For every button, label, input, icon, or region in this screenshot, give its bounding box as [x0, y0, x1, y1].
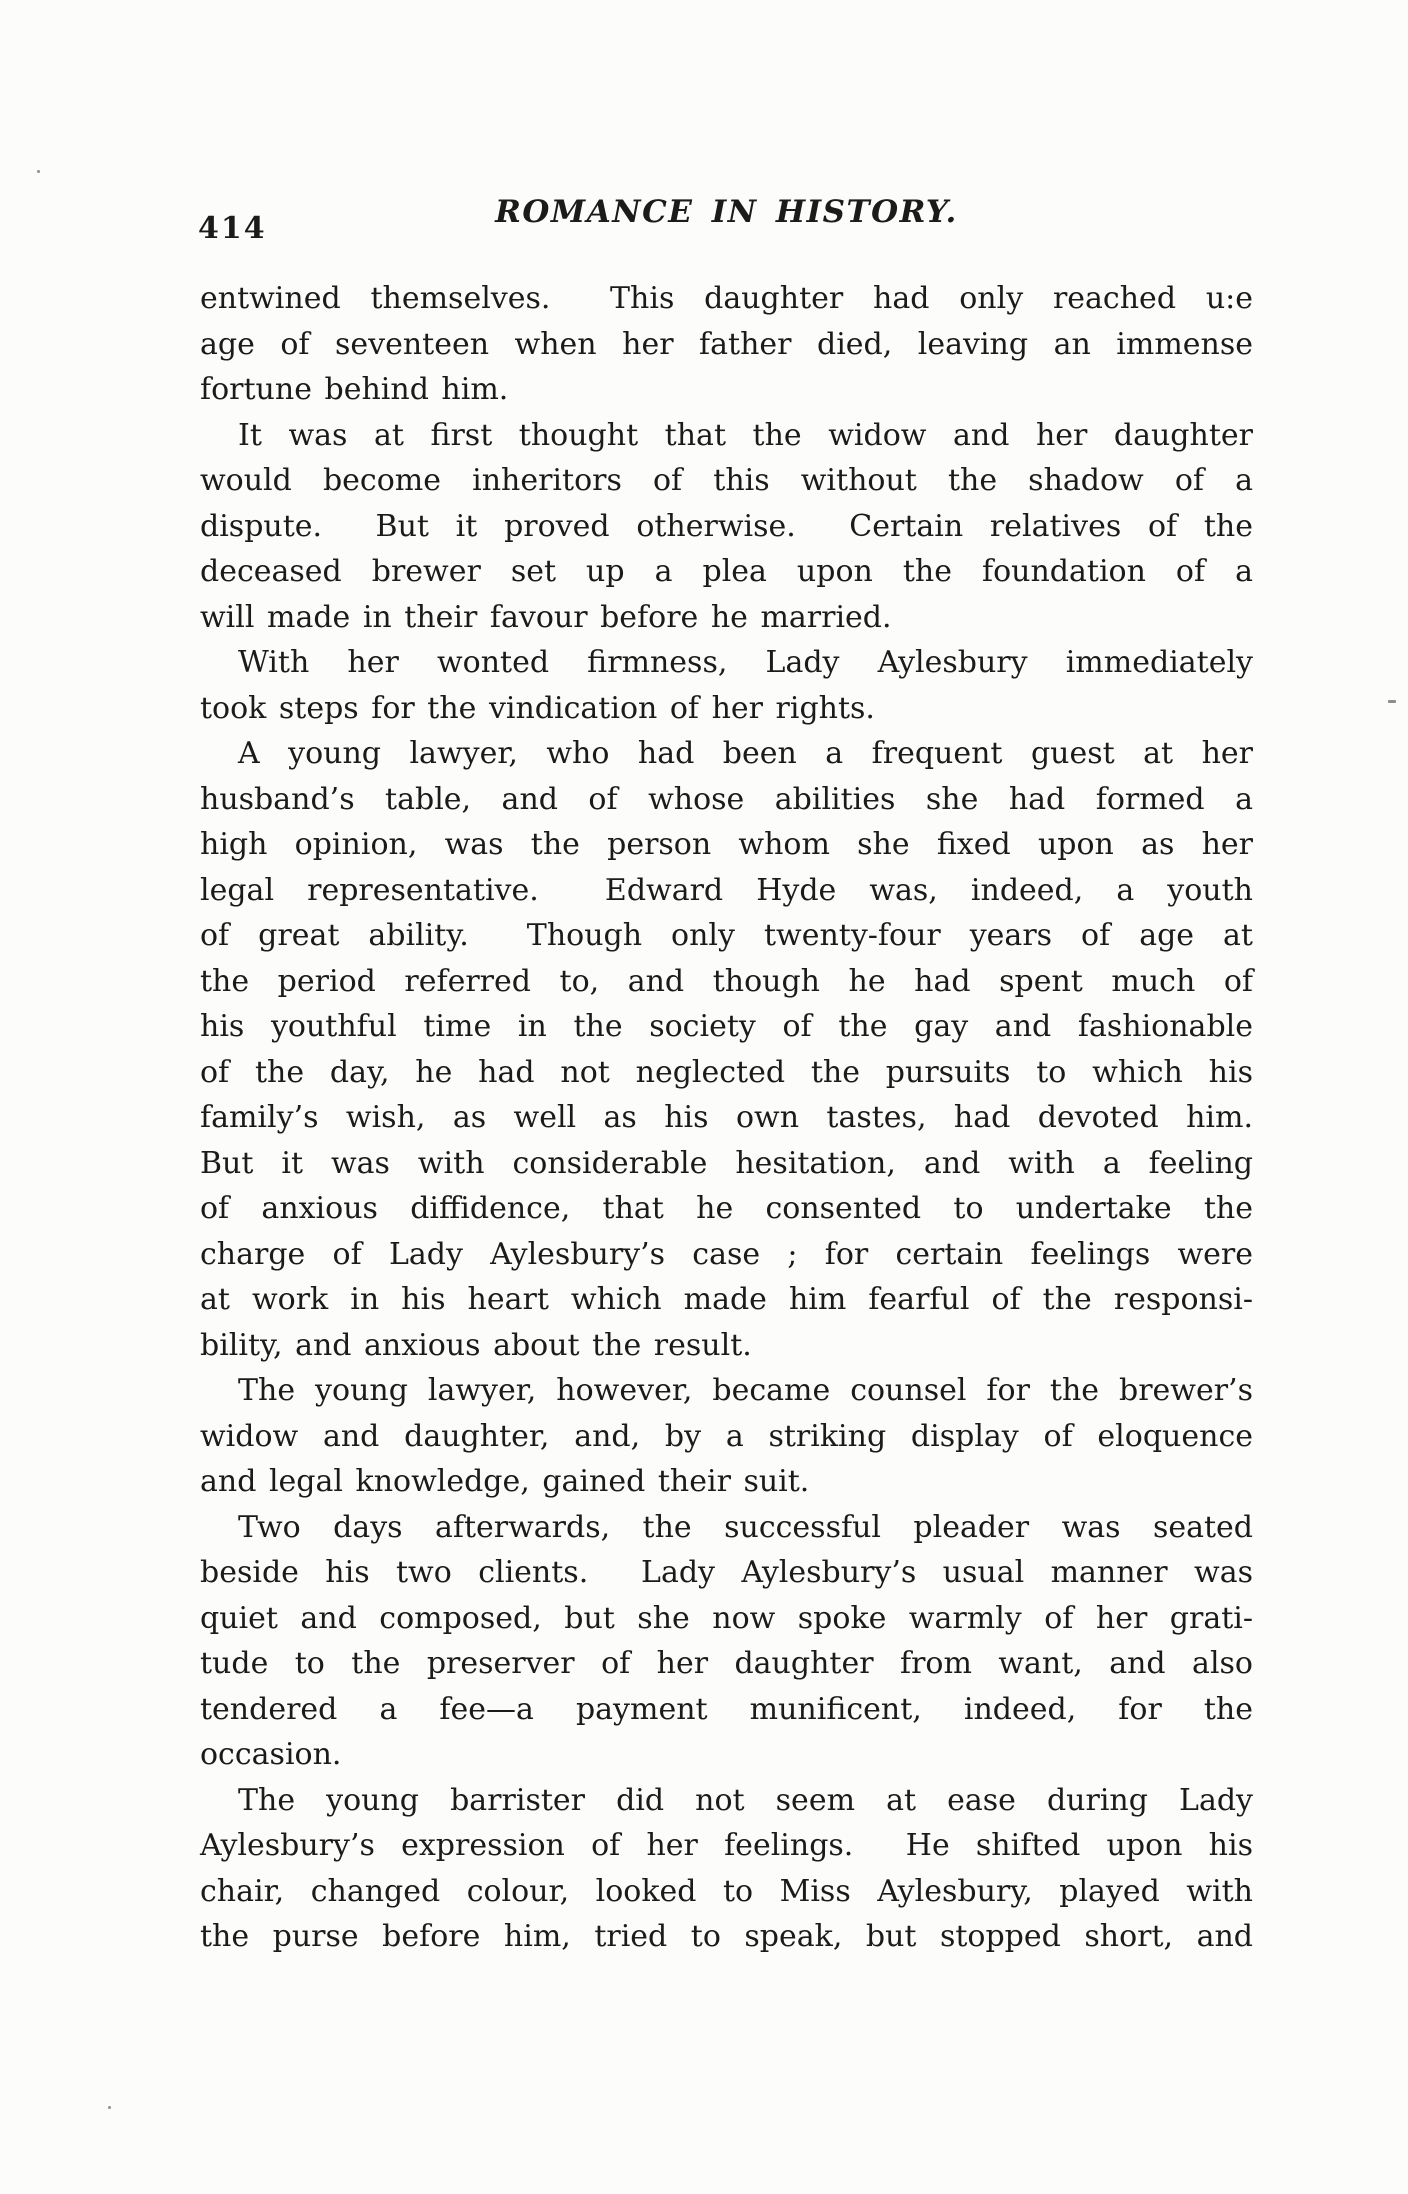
- paragraph: [200, 1505, 1253, 1778]
- text-line: and legal knowledge, gained their suit.: [200, 1464, 810, 1499]
- text-line: would become inheritors of this without the shadow of a: [200, 463, 1253, 498]
- paragraph: [200, 413, 1253, 641]
- text-line: beside his two clients. Lady Aylesbury’s usual manner was: [200, 1555, 1253, 1590]
- text-line: deceased brewer set up a plea upon the foundation of a: [200, 554, 1253, 589]
- scan-speck: [37, 170, 40, 173]
- text-line: took steps for the vindication of her rights.: [200, 690, 875, 726]
- text-line: of the day, he had not neglected the pursuits to which his: [200, 1054, 1253, 1090]
- text-line: widow and daughter, and, by a striking display of eloquence: [200, 1418, 1253, 1454]
- text-line: bility, and anxious about the result.: [200, 1327, 752, 1363]
- text-line: fortune behind him.: [200, 372, 509, 407]
- text-line: charge of Lady Aylesbury’s case ; for certain feelings were: [200, 1236, 1253, 1272]
- scan-speck: [1388, 700, 1396, 703]
- text-line: occasion.: [200, 1737, 342, 1772]
- text-line: chair, changed colour, looked to Miss Aylesbury, played with: [200, 1873, 1253, 1909]
- text-line: family’s wish, as well as his own tastes, had devoted him.: [200, 1100, 1253, 1135]
- paragraph: [200, 640, 1253, 731]
- text-line: the purse before him, tried to speak, but stopped short, and: [200, 1919, 1253, 1954]
- text-line: of anxious diffidence, that he consented to undertake the: [200, 1191, 1253, 1226]
- text-line: will made in their favour before he married.: [200, 599, 892, 635]
- text-line: dispute. But it proved otherwise. Certain relatives of the: [200, 508, 1253, 544]
- paragraph: [200, 731, 1253, 1368]
- text-line: legal representative. Edward Hyde was, indeed, a youth: [200, 872, 1253, 908]
- text-line: A young lawyer, who had been a frequent guest at her: [238, 736, 1253, 771]
- text-line: tude to the preserver of her daughter from want, and also: [200, 1646, 1253, 1681]
- text-line: With her wonted firmness, Lady Aylesbury immediately: [238, 645, 1253, 680]
- text-line: The young lawyer, however, became counsel for the brewer’s: [238, 1373, 1253, 1408]
- text-line: at work in his heart which made him fearful of the responsi-: [200, 1282, 1253, 1317]
- body-text: [200, 276, 1253, 1960]
- text-line: tendered a fee—a payment munificent, indeed, for the: [200, 1691, 1253, 1727]
- text-line: quiet and composed, but she now spoke warmly of her grati-: [200, 1600, 1253, 1636]
- text-line: the period referred to, and though he had spent much of: [200, 963, 1253, 999]
- paragraph: [200, 1778, 1253, 1960]
- text-line: age of seventeen when her father died, leaving an immense: [200, 326, 1253, 362]
- page-number: 414: [198, 211, 267, 246]
- text-line: husband’s table, and of whose abilities she had formed a: [200, 781, 1253, 817]
- running-header: ROMANCE IN HISTORY.: [495, 194, 958, 230]
- text-line: his youthful time in the society of the gay and fashionable: [200, 1009, 1253, 1044]
- text-line: entwined themselves. This daughter had only reached u:e: [200, 281, 1253, 316]
- text-line: of great ability. Though only twenty-four years of age at: [200, 918, 1253, 953]
- scan-speck: [108, 2106, 111, 2109]
- text-line: It was at first thought that the widow and her daughter: [238, 417, 1253, 453]
- text-line: Two days afterwards, the successful pleader was seated: [238, 1509, 1253, 1545]
- text-line: Aylesbury’s expression of her feelings. He shifted upon his: [200, 1828, 1253, 1863]
- text-line: high opinion, was the person whom she fixed upon as her: [200, 827, 1253, 862]
- paragraph: [200, 1368, 1253, 1505]
- paragraph: [200, 276, 1253, 413]
- text-line: But it was with considerable hesitation, and with a feeling: [200, 1145, 1253, 1181]
- text-line: The young barrister did not seem at ease during Lady: [238, 1782, 1253, 1818]
